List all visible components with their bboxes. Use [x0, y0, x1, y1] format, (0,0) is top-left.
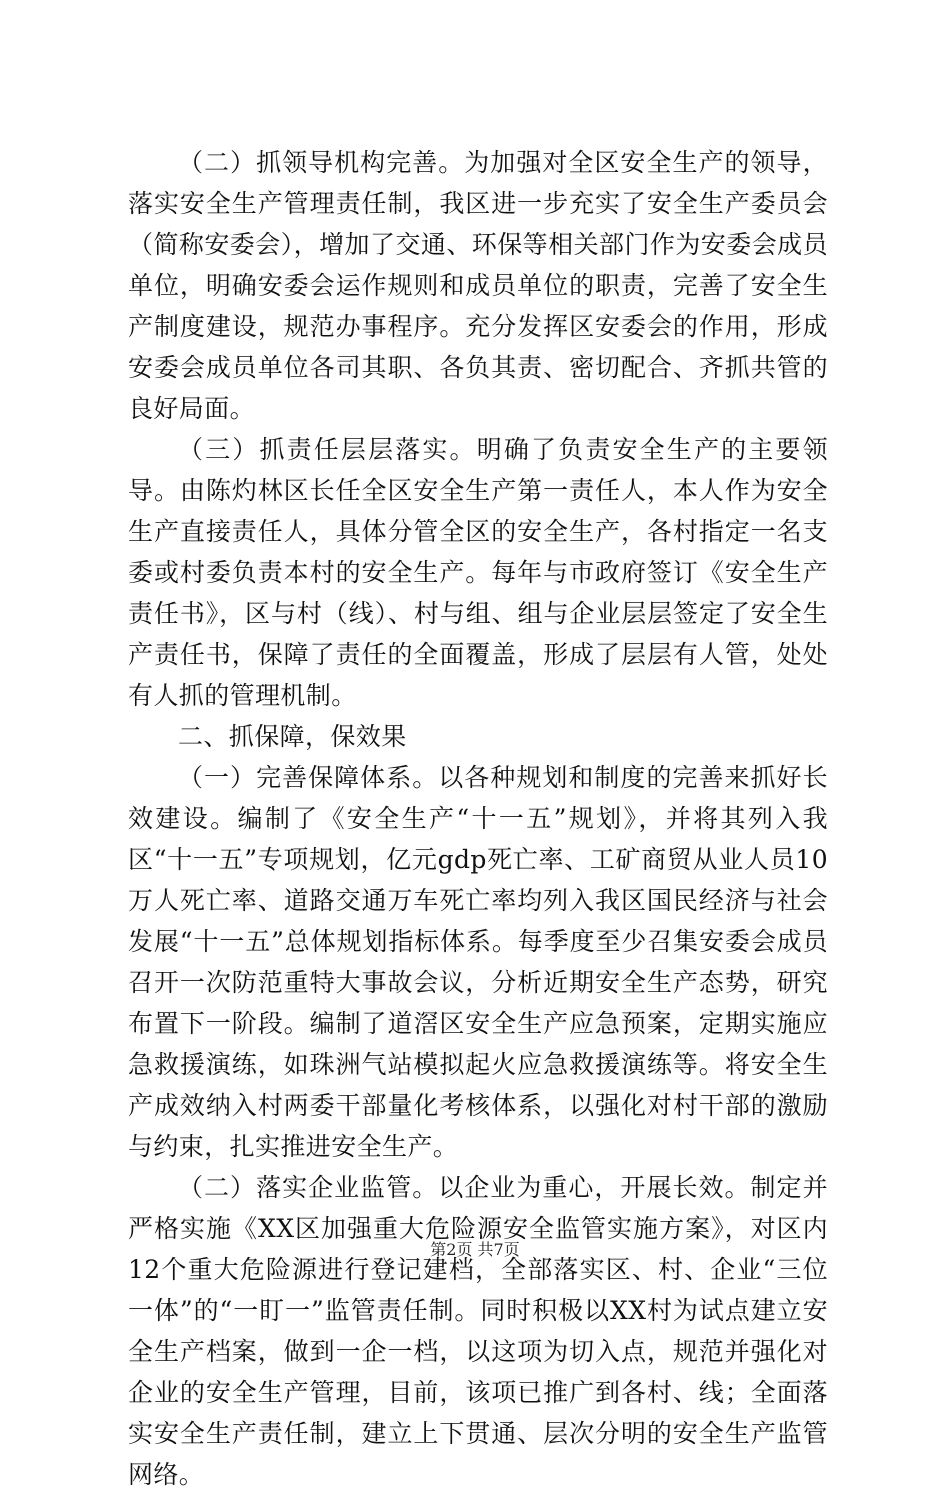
- paragraph-responsibility: （三）抓责任层层落实。明确了负责安全生产的主要领导。由陈灼林区长任全区安全生产第一责任人，本人作为安全生产直接责任人，具体分管全区的安全生产，各村指定一名支委或村委负责本村的安全生产。每年与市政府签订《安全生产责任书》，区与村（线）、村与组、组与企业层层签定了安全生产责任书，保障了责任的全面覆盖，形成了层层有人管，处处有人抓的管理机制。: [128, 435, 828, 710]
- page-number-footer: 第2页 共7页: [430, 1240, 520, 1259]
- section-heading-guarantee: 二、抓保障，保效果: [178, 722, 407, 751]
- paragraph-enterprise-supervision: （二）落实企业监管。以企业为重心，开展长效。制定并严格实施《XX区加强重大危险源安全监管实施方案》，对区内12个重大危险源进行登记建档，全部落实区、村、企业“三位一体”的“一盯一”监管责任制。同时积极以XX村为试点建立安全生产档案，做到一企一档，以这项为切入点，规范并强化对企业的安全生产管理，目前，该项已推广到各村、线；全面落实安全生产责任制，建立上下贯通、层次分明的安全生产监管网络。: [128, 1173, 828, 1489]
- document-body: [128, 142, 828, 1495]
- paragraph-guarantee-system: （一）完善保障体系。以各种规划和制度的完善来抓好长效建设。编制了《安全生产“十一五”规划》，并将其列入我区“十一五”专项规划，亿元gdp死亡率、工矿商贸从业人员10万人死亡率、道路交通万车死亡率均列入我区国民经济与社会发展“十一五”总体规划指标体系。每季度至少召集安委会成员召开一次防范重特大事故会议，分析近期安全生产态势，研究布置下一阶段。编制了道滘区安全生产应急预案，定期实施应急救援演练，如珠洲气站模拟起火应急救援演练等。将安全生产成效纳入村两委干部量化考核体系，以强化对村干部的激励与约束，扎实推进安全生产。: [128, 763, 828, 1161]
- paragraph-leadership-structure: （二）抓领导机构完善。为加强对全区安全生产的领导，落实安全生产管理责任制，我区进一步充实了安全生产委员会（简称安委会），增加了交通、环保等相关部门作为安委会成员单位，明确安委会运作规则和成员单位的职责，完善了安全生产制度建设，规范办事程序。充分发挥区安委会的作用，形成安委会成员单位各司其职、各负其责、密切配合、齐抓共管的良好局面。: [128, 148, 828, 423]
